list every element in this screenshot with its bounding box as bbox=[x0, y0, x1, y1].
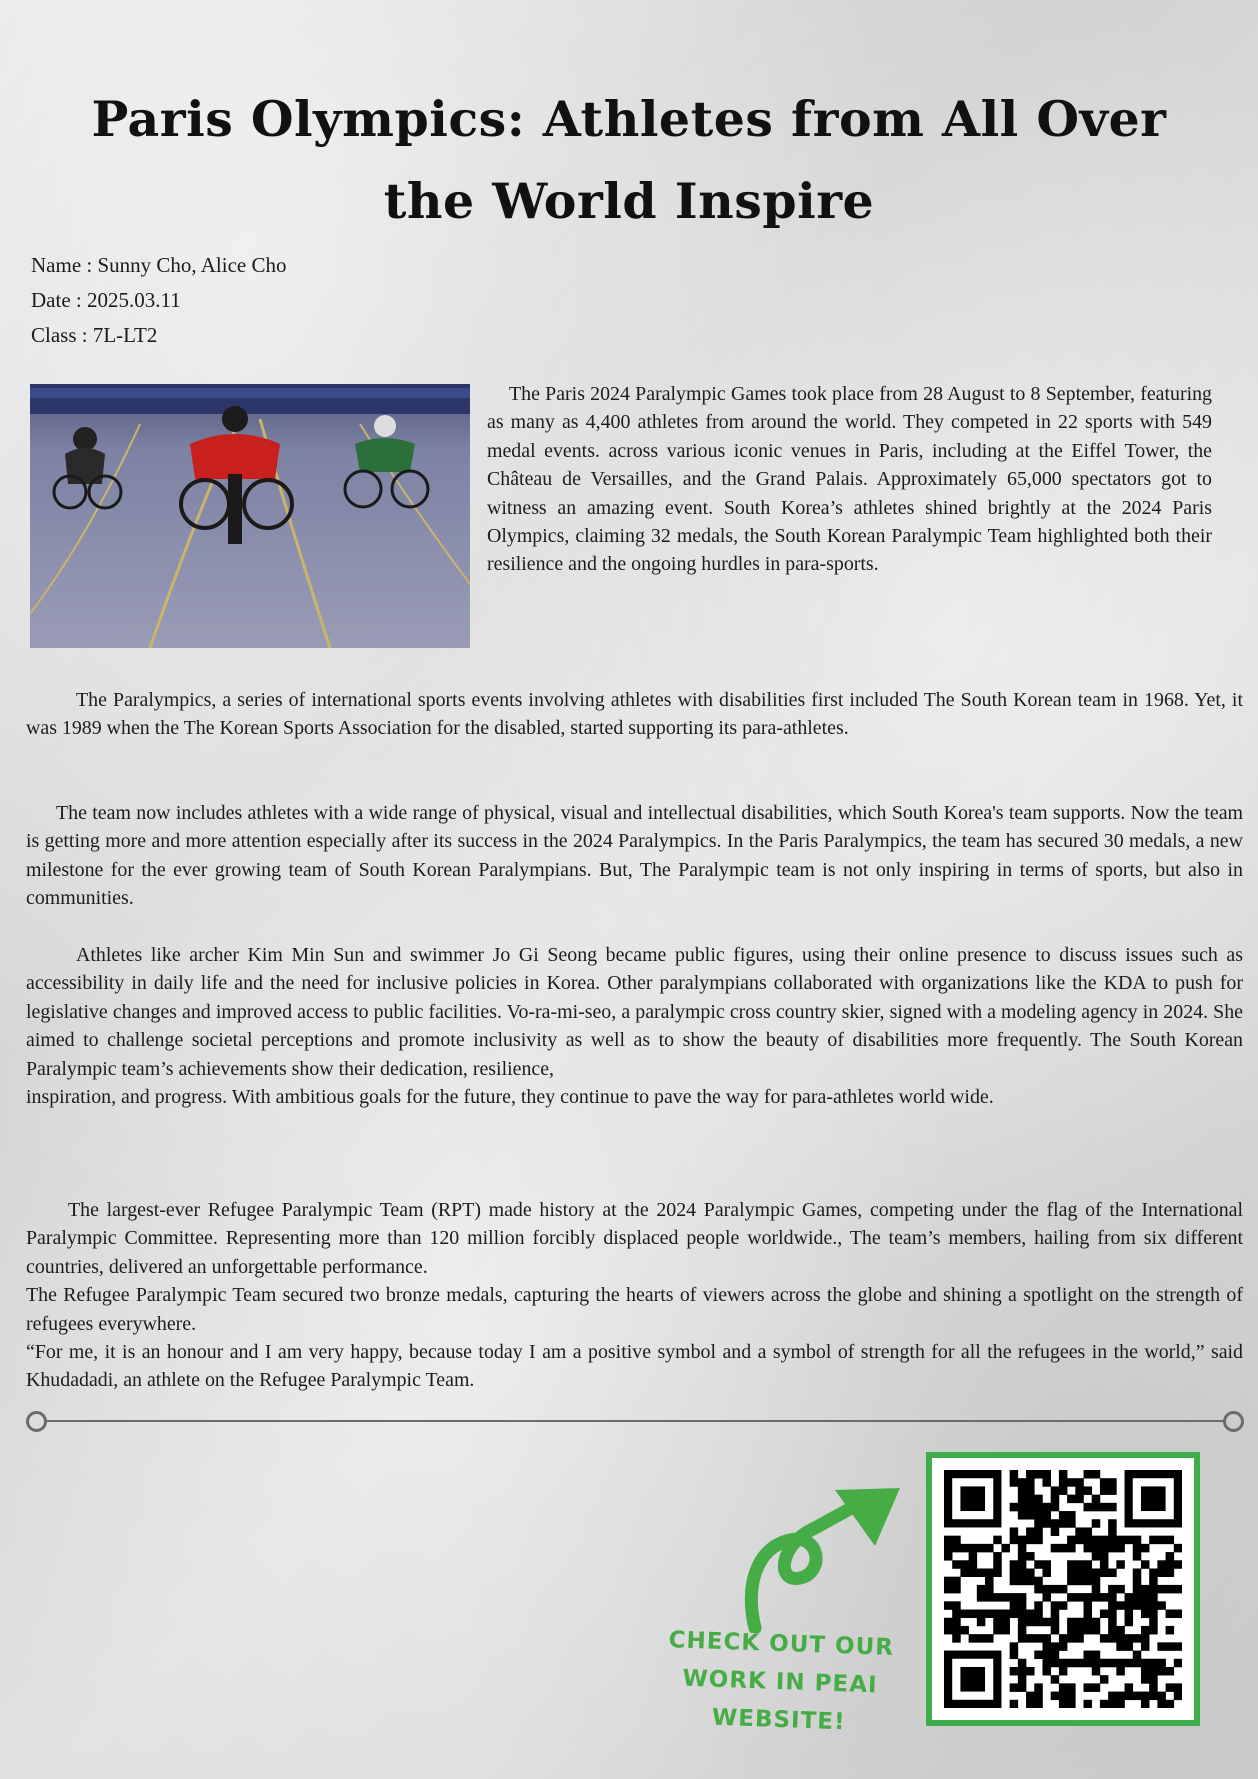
paragraph-paralympics-history: The Paralympics, a series of international sports events involving athletes with disabilities first included The South Korean team in 1968. Yet, it was 1989 when the The Korean Sports Association for the disabled, started supporting its para-athletes. bbox=[26, 689, 1243, 740]
divider-end-circle-right bbox=[1223, 1411, 1244, 1432]
cta-line-1: CHECK OUT OUR bbox=[668, 1627, 895, 1661]
section-divider bbox=[26, 1409, 1244, 1433]
qr-code-graphic bbox=[944, 1470, 1182, 1708]
divider-end-circle-left bbox=[26, 1411, 47, 1432]
intro-paragraph: The Paris 2024 Paralympic Games took place from 28 August to 8 September, featuring as many as 4,400 athletes from around the world. They competed in 22 sports with 549 medal events. across various iconic venues in Paris, including at the Eiffel Tower, the Château de Versailles, and the Grand Palais. Approximately 65,000 spectators got to witness an amazing event. South Korea’s athletes shined brightly at the 2024 Paris Olympics, claiming 32 medals, the South Korean Paralympic Team highlighted both their resilience and the ongoing hurdles in para-sports. bbox=[487, 383, 1212, 576]
divider-line bbox=[46, 1420, 1224, 1422]
qr-code[interactable] bbox=[926, 1452, 1200, 1726]
paragraph-athletes-part-1: Athletes like archer Kim Min Sun and swimmer Jo Gi Seong became public figures, using their online presence to discuss issues such as accessibility in daily life and the need for inclusive policies in Korea. Other paralympians collaborated with organizations like the KDA to push for legislative changes and improved access to public facilities. Vo-ra-mi-seo, a paralympic cross country skier, signed with a modeling agency in 2024. She aimed to challenge societal perceptions and promote inclusivity as well as to show the beauty of disabilities more frequently. The South Korean Paralympic team’s achievements show their dedication, resilience, bbox=[26, 944, 1243, 1080]
title-line-2: the World Inspire bbox=[383, 172, 875, 230]
paragraph-athletes-part-2: inspiration, and progress. With ambitious goals for the future, they continue to pave the way for para-athletes world wide. bbox=[26, 1086, 994, 1109]
cta-line-2: WORK IN PEAI bbox=[681, 1665, 878, 1699]
curly-arrow-icon bbox=[735, 1478, 905, 1633]
wheelchair-race-photo bbox=[30, 384, 470, 648]
paragraph-team-support: The team now includes athletes with a wide range of physical, visual and intellectual disabilities, which South Korea's team supports. Now the team is getting more and more attention especially after its success in the 2024 Paralympics. In the Paris Paralympics, the team has secured 30 medals, a new milestone for the ever growing team of South Korean Paralympians. But, The Paralympic team is not only inspiring in terms of sports, but also in communities. bbox=[26, 802, 1243, 910]
call-to-action-text bbox=[658, 1621, 902, 1743]
cta-line-3: WEBSITE! bbox=[711, 1704, 846, 1736]
author-info bbox=[31, 248, 287, 353]
paragraph-refugee-team bbox=[26, 1196, 1243, 1395]
paragraph-refugee-part-2: The Refugee Paralympic Team secured two bronze medals, capturing the hearts of viewers across the globe and shining a spotlight on the strength of refugees everywhere. bbox=[26, 1284, 1243, 1335]
paragraph-refugee-quote: “For me, it is an honour and I am very happy, because today I am a positive symbol and a symbol of strength for all the refugees in the world,” said Khudadadi, an athlete on the Refugee Paralympic Team. bbox=[26, 1341, 1243, 1392]
class-line: Class : 7L-LT2 bbox=[31, 323, 158, 347]
paragraph-refugee-part-1: The largest-ever Refugee Paralympic Team (RPT) made history at the 2024 Paralympic Games, competing under the flag of the International Paralympic Committee. Representing more than 120 million forcibly displaced people worldwide., The team’s members, hailing from six different countries, delivered an unforgettable performance. bbox=[26, 1199, 1243, 1278]
title-line-1: Paris Olympics: Athletes from All Over bbox=[91, 90, 1167, 148]
date-line: Date : 2025.03.11 bbox=[31, 288, 181, 312]
page-title bbox=[40, 78, 1218, 242]
author-name: Name : Sunny Cho, Alice Cho bbox=[31, 253, 287, 277]
paragraph-athletes bbox=[26, 941, 1243, 1111]
